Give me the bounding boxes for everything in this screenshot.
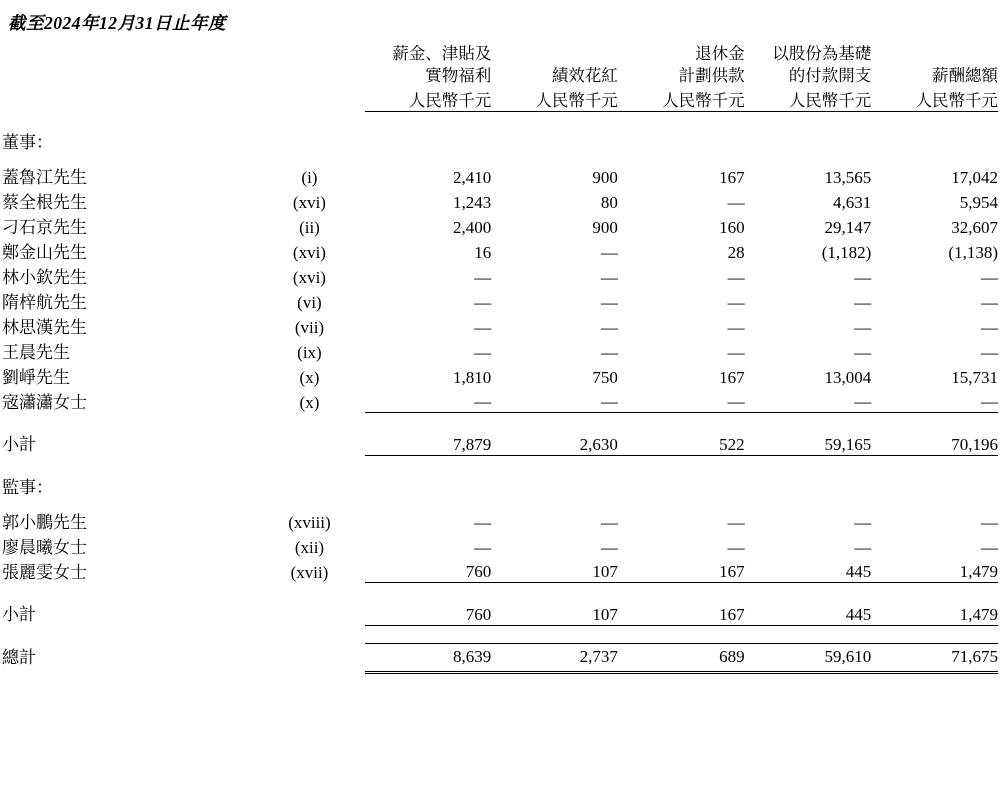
cell-bonus: — (600, 242, 618, 262)
cell-share-based: — (854, 317, 872, 337)
section-header-directors (2, 128, 998, 153)
row-name: 隋梓航先生 (2, 292, 87, 312)
subtotal-share-based: 59,165 (824, 434, 872, 454)
spacer-row (2, 498, 998, 508)
grand-total-total: 71,675 (871, 643, 998, 672)
grand-total-bonus: 2,737 (491, 643, 618, 672)
row-note: (x) (299, 367, 320, 387)
table-row (2, 288, 998, 313)
unit-blank-note (254, 87, 364, 112)
cell-pension: 167 (719, 562, 745, 582)
grand-total-share-based: 59,610 (745, 643, 872, 672)
header-blank-name (2, 43, 254, 87)
spacer-row (2, 414, 998, 430)
cell-total: — (981, 292, 998, 312)
table-row (2, 388, 998, 413)
subtotal-salary: 7,879 (452, 434, 492, 454)
cell-total: — (981, 512, 998, 532)
spacer-row-after-header (2, 111, 998, 128)
cell-share-based: — (854, 512, 872, 532)
row-note: (xii) (294, 537, 325, 557)
cell-pension: — (727, 292, 745, 312)
header-blank-note (254, 43, 364, 87)
table-row (2, 558, 998, 583)
row-name: 郭小鵬先生 (2, 512, 87, 532)
cell-salary: 16 (474, 242, 492, 262)
cell-share-based: 13,565 (824, 167, 872, 187)
cell-total: — (981, 392, 998, 412)
table-row (2, 238, 998, 263)
row-note: (ii) (299, 217, 320, 237)
cell-bonus: 900 (592, 167, 618, 187)
subtotal-salary: 760 (465, 604, 492, 624)
cell-share-based: 13,004 (824, 367, 872, 387)
row-note: (xvii) (290, 562, 329, 582)
cell-share-based: — (854, 267, 872, 287)
section-header-supervisors (2, 473, 998, 498)
cell-total: — (981, 267, 998, 287)
row-name: 張麗雯女士 (2, 562, 87, 582)
row-note: (xvi) (292, 267, 326, 287)
grand-total-pension: 689 (618, 643, 745, 672)
cell-bonus: — (600, 537, 618, 557)
cell-pension: 167 (719, 167, 745, 187)
section-label: 監事： (2, 477, 53, 497)
spacer-row (2, 457, 998, 473)
table-body (2, 111, 998, 672)
header-row-labels (2, 43, 998, 87)
row-name: 劉崢先生 (2, 367, 70, 387)
grand-total-label: 總計 (2, 648, 36, 668)
cell-share-based: 29,147 (824, 217, 872, 237)
row-note: (vii) (294, 317, 325, 337)
cell-salary: 2,410 (452, 167, 492, 187)
row-name: 刁石京先生 (2, 217, 87, 237)
row-note: (i) (301, 167, 318, 187)
cell-pension: — (727, 317, 745, 337)
table-header (2, 43, 998, 111)
row-note: (ix) (297, 342, 322, 362)
row-name: 王晨先生 (2, 342, 70, 362)
row-name: 廖晨曦女士 (2, 537, 87, 557)
cell-pension: — (727, 192, 745, 212)
cell-share-based: 4,631 (833, 192, 872, 212)
subtotal-row-supervisors (2, 600, 998, 625)
cell-bonus: — (600, 392, 618, 412)
column-unit-bonus: 人民幣千元 (491, 87, 618, 112)
cell-pension: — (727, 392, 745, 412)
cell-salary: — (474, 537, 492, 557)
cell-salary: 1,243 (452, 192, 492, 212)
cell-bonus: 750 (592, 367, 618, 387)
column-header-pension: 退休金 計劃供款 (678, 44, 745, 85)
table-row (2, 313, 998, 338)
subtotal-pension: 167 (719, 604, 745, 624)
cell-share-based: — (854, 292, 872, 312)
column-unit-total: 人民幣千元 (871, 87, 998, 112)
cell-salary: — (474, 267, 492, 287)
cell-pension: 160 (719, 217, 745, 237)
row-name: 鄭金山先生 (2, 242, 87, 262)
subtotal-bonus: 107 (592, 604, 618, 624)
subtotal-label: 小計 (2, 435, 36, 455)
table-row (2, 363, 998, 388)
cell-pension: 167 (719, 367, 745, 387)
cell-salary: 2,400 (452, 217, 492, 237)
cell-bonus: — (600, 342, 618, 362)
subtotal-label: 小計 (2, 605, 36, 625)
cell-salary: — (474, 292, 492, 312)
column-unit-salary: 人民幣千元 (365, 87, 492, 112)
column-unit-pension: 人民幣千元 (618, 87, 745, 112)
cell-share-based: — (854, 392, 872, 412)
cell-salary: — (474, 512, 492, 532)
row-name: 宼瀟瀟女士 (2, 392, 87, 412)
cell-total: — (981, 537, 998, 557)
row-note: (vi) (297, 292, 322, 312)
table-row (2, 188, 998, 213)
cell-share-based: 445 (845, 562, 872, 582)
cell-salary: — (474, 342, 492, 362)
row-note: (xvi) (292, 192, 326, 212)
page-title: 截至2024年12月31日止年度 (8, 13, 226, 33)
row-note: (x) (299, 392, 320, 412)
cell-total: — (981, 317, 998, 337)
column-header-total: 薪酬總額 (932, 65, 998, 85)
cell-pension: — (727, 512, 745, 532)
table-row (2, 338, 998, 363)
cell-bonus: 107 (592, 562, 618, 582)
subtotal-total: 1,479 (959, 604, 998, 624)
cell-salary: — (474, 392, 492, 412)
subtotal-pension: 522 (719, 434, 745, 454)
cell-total: — (981, 342, 998, 362)
grand-total-row (2, 643, 998, 672)
cell-share-based: — (854, 342, 872, 362)
table-row (2, 508, 998, 533)
row-name: 蓋魯江先生 (2, 167, 87, 187)
row-note: (xvi) (292, 242, 326, 262)
cell-bonus: — (600, 267, 618, 287)
subtotal-total: 70,196 (951, 434, 998, 454)
section-label: 董事： (2, 132, 53, 152)
table-row (2, 533, 998, 558)
cell-salary: 760 (465, 562, 492, 582)
subtotal-share-based: 445 (845, 604, 872, 624)
grand-total-salary: 8,639 (365, 643, 492, 672)
remuneration-table (2, 43, 998, 674)
header-row-units (2, 87, 998, 112)
spacer-row (2, 584, 998, 600)
unit-blank-name (2, 87, 254, 112)
column-header-bonus: 績效花紅 (551, 65, 618, 85)
cell-pension: — (727, 267, 745, 287)
subtotal-row-directors (2, 430, 998, 455)
row-name: 蔡全根先生 (2, 192, 87, 212)
cell-total: 5,954 (959, 192, 998, 212)
spacer-row (2, 627, 998, 644)
row-note: (xviii) (288, 512, 331, 532)
cell-bonus: 900 (592, 217, 618, 237)
cell-bonus: — (600, 512, 618, 532)
table-row (2, 263, 998, 288)
cell-share-based: (1,182) (821, 242, 872, 262)
cell-bonus: — (600, 317, 618, 337)
cell-total: (1,138) (948, 242, 998, 262)
cell-pension: — (727, 342, 745, 362)
cell-pension: 28 (727, 242, 745, 262)
cell-share-based: — (854, 537, 872, 557)
row-name: 林思漢先生 (2, 317, 87, 337)
row-name: 林小欽先生 (2, 267, 87, 287)
cell-salary: — (474, 317, 492, 337)
subtotal-bonus: 2,630 (579, 434, 618, 454)
cell-total: 17,042 (951, 167, 998, 187)
column-unit-share-based: 人民幣千元 (745, 87, 872, 112)
table-row (2, 213, 998, 238)
cell-total: 32,607 (951, 217, 998, 237)
cell-bonus: 80 (600, 192, 618, 212)
column-header-salary: 薪金、津貼及 實物福利 (392, 44, 492, 85)
cell-total: 1,479 (959, 562, 998, 582)
column-header-share-based: 以股份為基礎 的付款開支 (772, 44, 872, 85)
cell-salary: 1,810 (452, 367, 492, 387)
spacer-row (2, 153, 998, 163)
cell-pension: — (727, 537, 745, 557)
cell-bonus: — (600, 292, 618, 312)
cell-total: 15,731 (951, 367, 998, 387)
table-row (2, 163, 998, 188)
